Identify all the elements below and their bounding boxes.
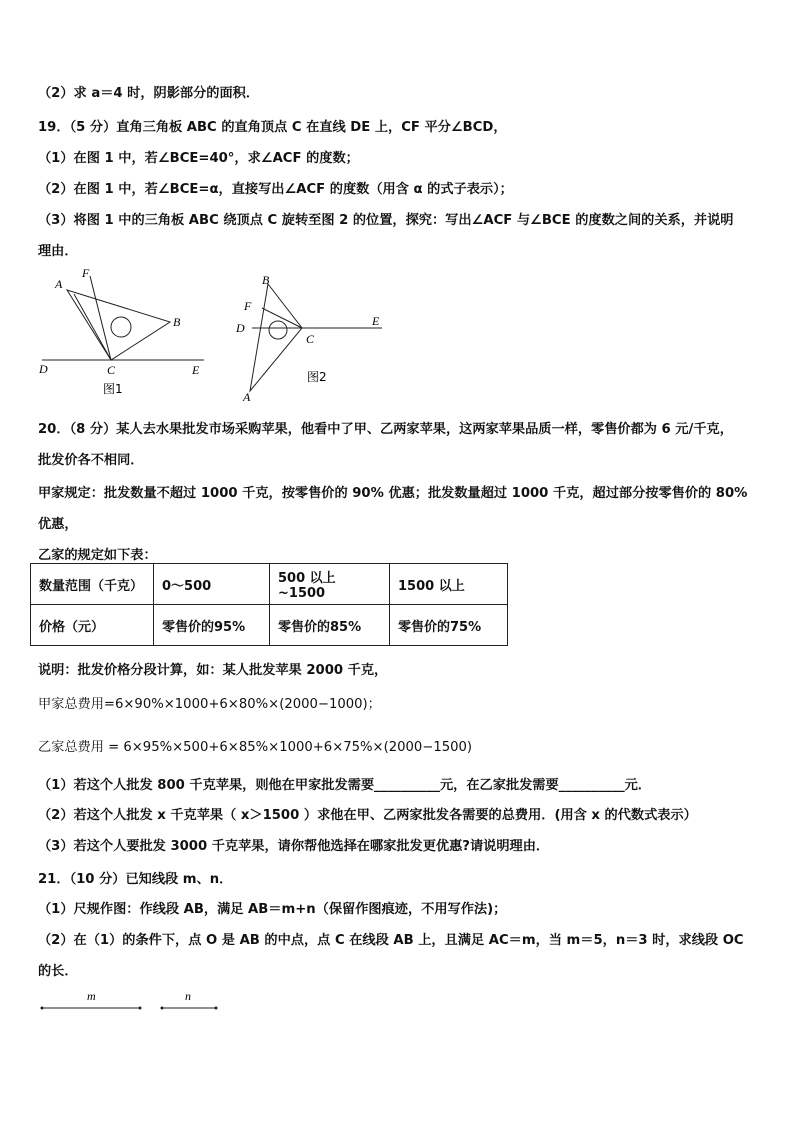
table-cell: 价格（元） (31, 605, 154, 646)
fig1-label-d: D (39, 362, 48, 376)
table-cell: 零售价的75% (390, 605, 508, 646)
q21-part1: （1）尺规作图：作线段 AB，满足 AB＝m+n（保留作图痕迹，不用写作法)； (38, 902, 507, 917)
fig2-label-f: F (244, 299, 252, 313)
fig1-label-a: A (55, 277, 63, 291)
fig2-label-b: B (262, 273, 270, 287)
fig1-caption: 图1 (103, 382, 123, 396)
q21-part2: （2）在（1）的条件下，点 O 是 AB 的中点，点 C 在线段 AB 上，且满足 AC＝m，当 m＝5，n＝3 时，求线段 OC (38, 933, 744, 948)
q19-part1: （1）在图 1 中，若∠BCE=40°，求∠ACF 的度数； (38, 151, 359, 166)
q20-title-cont: 批发价各不相同． (38, 453, 144, 468)
q19-part2: （2）在图 1 中，若∠BCE=α，直接写出∠ACF 的度数（用含 α 的式子表示）； (38, 182, 513, 197)
price-table (30, 563, 508, 646)
fig1-label-c: C (107, 363, 116, 377)
q20-jia-rule-cont: 优惠， (38, 517, 78, 532)
fig2-label-c: C (306, 332, 315, 346)
fig2-label-a: A (243, 390, 251, 404)
table-cell: 数量范围（千克） (31, 564, 154, 605)
figure-2 (232, 266, 392, 406)
table-cell: 零售价的85% (270, 605, 390, 646)
fig1-label-e: E (192, 363, 200, 377)
q19-part3: （3）将图 1 中的三角板 ABC 绕顶点 C 旋转至图 2 的位置，探究：写出∠ACF 与∠BCE 的度数之间的关系，并说明 (38, 213, 734, 228)
q20-part1: （1）若这个人批发 800 千克苹果，则他在甲家批发需要__________元，在乙家批发需要__________元． (38, 778, 651, 793)
fig2-label-d: D (236, 321, 245, 335)
q20-part2: （2）若这个人批发 x 千克苹果（ x＞1500 ）求他在甲、乙两家批发各需要的总费用．(用含 x 的代数式表示） (38, 808, 697, 823)
q21-part2-cont: 的长． (38, 964, 78, 979)
segment-n-label: n (185, 989, 191, 1003)
q19-part3-cont: 理由． (38, 244, 78, 259)
q21-title: 21．（10 分）已知线段 m、n． (38, 872, 233, 887)
q20-jia-rule: 甲家规定：批发数量不超过 1000 千克，按零售价的 90% 优惠；批发数量超过 1000 千克，超过部分按零售价的 80% (38, 486, 748, 501)
fig2-label-e: E (372, 314, 380, 328)
fig1-label-b: B (173, 315, 181, 329)
fig2-caption: 图2 (307, 370, 327, 384)
segment-m-label: m (87, 989, 96, 1003)
table-cell: 0～500 (154, 564, 270, 605)
table-row (31, 605, 508, 646)
table-row (31, 564, 508, 605)
table-cell: 零售价的95% (154, 605, 270, 646)
figure-1 (34, 266, 214, 396)
q20-yi-intro: 乙家的规定如下表： (38, 548, 157, 563)
q20-part3: （3）若这个人要批发 3000 千克苹果，请你帮他选择在哪家批发更优惠?请说明理由． (38, 839, 550, 854)
q18-part2: （2）求 a＝4 时，阴影部分的面积． (38, 86, 260, 101)
yi-formula: 乙家总费用 = 6×95%×500+6×85%×1000+6×75%×(2000−1500) (38, 740, 473, 755)
q20-note: 说明：批发价格分段计算，如：某人批发苹果 2000 千克， (38, 663, 388, 678)
segments-figure (38, 988, 228, 1018)
table-cell: 500 以上~1500 (270, 564, 390, 605)
q20-title: 20．（8 分）某人去水果批发市场采购苹果，他看中了甲、乙两家苹果，这两家苹果品质一样，零售价都为 6 元/千克， (38, 422, 733, 437)
fig1-label-f: F (82, 266, 90, 280)
jia-formula: 甲家总费用=6×90%×1000+6×80%×(2000−1000)； (38, 697, 381, 712)
table-cell: 1500 以上 (390, 564, 508, 605)
q19-title: 19．（5 分）直角三角板 ABC 的直角顶点 C 在直线 DE 上，CF 平分∠BCD， (38, 120, 507, 135)
